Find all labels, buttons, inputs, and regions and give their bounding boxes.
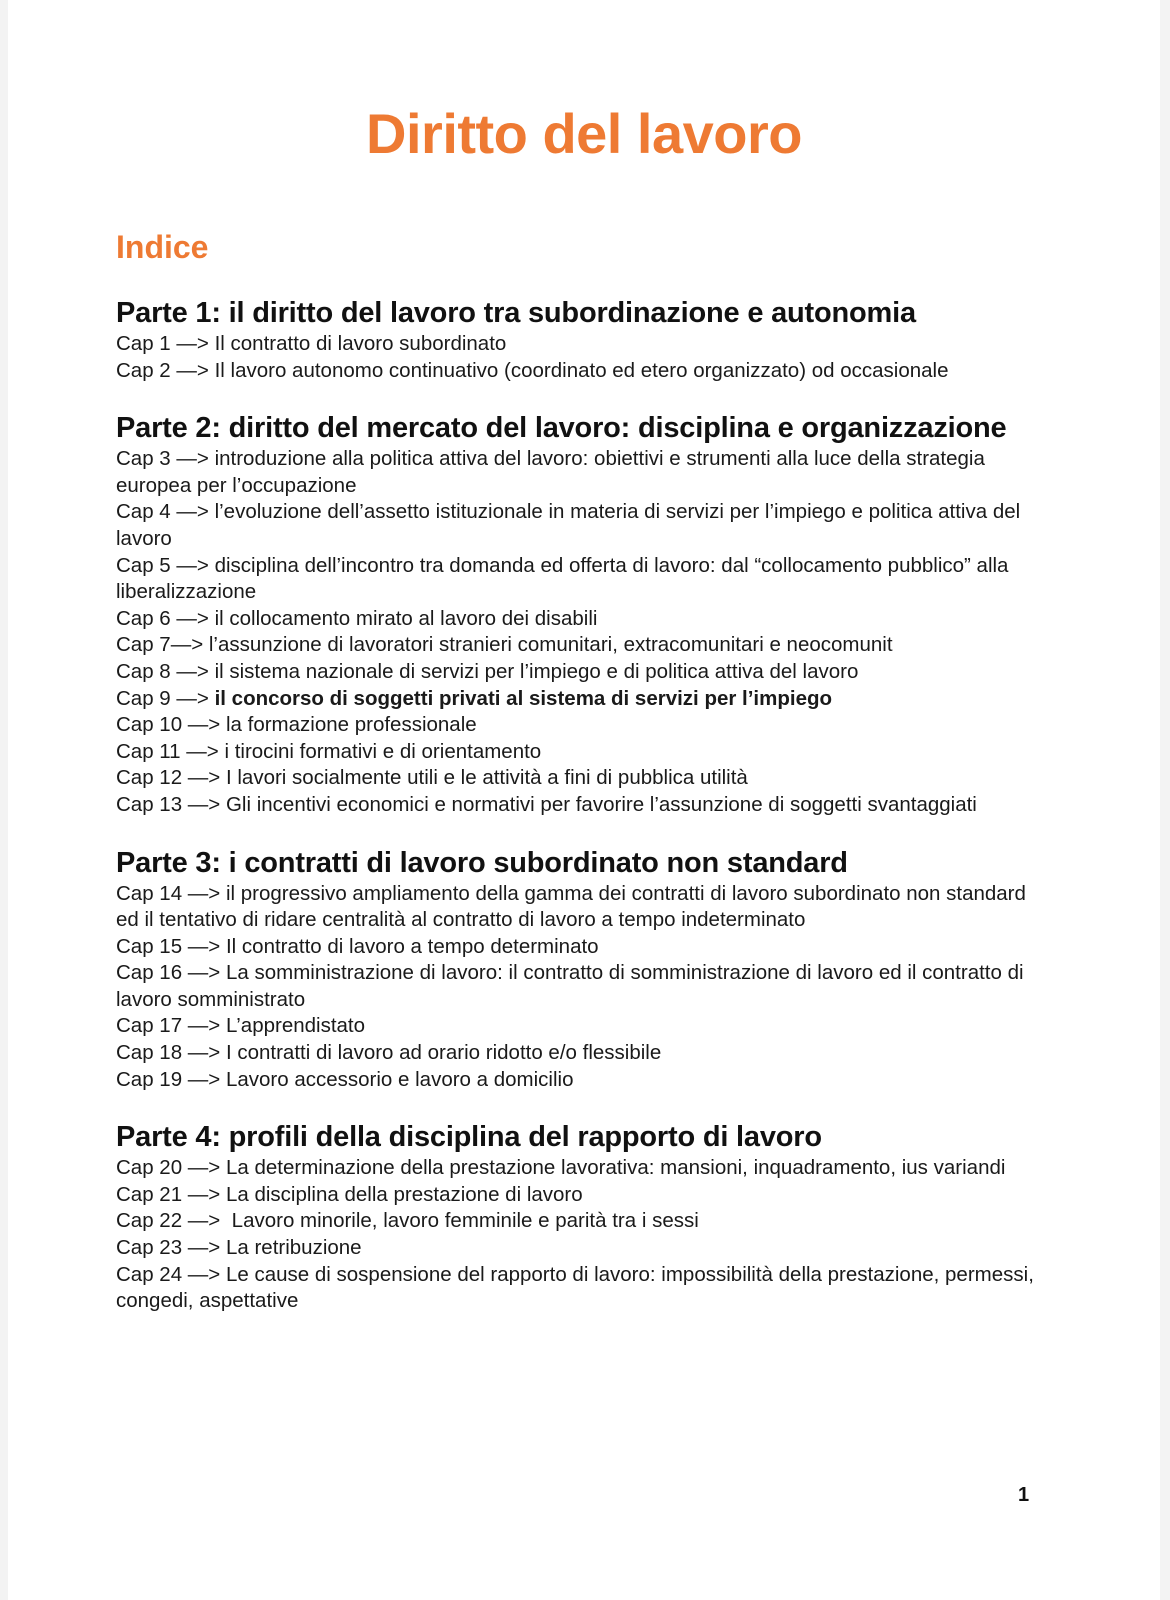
- chapter-entry: [116, 331, 1046, 358]
- chapter-text: Il contratto di lavoro subordinato: [214, 332, 507, 355]
- chapter-label: Cap 22 —>: [116, 1209, 226, 1233]
- chapter-entry: [116, 1040, 1046, 1067]
- part-3: [116, 846, 1046, 1094]
- part-1: [116, 296, 1046, 384]
- chapter-label: Cap 2 —>: [116, 358, 215, 382]
- chapter-label: Cap 3 —>: [116, 447, 215, 471]
- chapter-label: Cap 20 —>: [116, 1156, 226, 1180]
- chapter-entry: [116, 1208, 1046, 1235]
- chapter-entry-highlighted: [116, 686, 1046, 713]
- part-title: Parte 3: i contratti di lavoro subordinato non standard: [116, 846, 848, 879]
- chapter-text: Lavoro minorile, lavoro femminile e parità tra i sessi: [225, 1209, 699, 1233]
- chapter-text: La retribuzione: [225, 1236, 362, 1260]
- chapter-label: Cap 15 —>: [116, 934, 226, 958]
- chapter-text: La disciplina della prestazione di lavoro: [225, 1182, 583, 1206]
- chapter-text: disciplina dell’incontro tra domanda ed offerta di lavoro: dal “collocamento pubblico” alla liberalizzazione: [116, 553, 1009, 604]
- chapter-text: i tirocini formativi e di orientamento: [224, 739, 542, 763]
- part-title: Parte 4: profili della disciplina del rapporto di lavoro: [116, 1121, 822, 1154]
- chapter-text: La determinazione della prestazione lavorativa: mansioni, inquadramento, ius variandi: [225, 1156, 1006, 1180]
- chapter-entry: [116, 1235, 1046, 1262]
- chapter-text: l’evoluzione dell’assetto istituzionale in materia di servizi per l’impiego e politica attiva del lavoro: [116, 500, 1021, 550]
- chapter-entry: [116, 553, 1046, 606]
- chapter-entry: [116, 358, 1046, 385]
- chapter-label: Cap 7—>: [116, 633, 209, 657]
- chapter-entry: [116, 499, 1046, 552]
- chapter-entry: [116, 934, 1046, 961]
- chapter-label: Cap 12 —>: [116, 766, 226, 790]
- chapter-entry: [116, 960, 1046, 1013]
- chapter-label: Cap 8 —>: [116, 659, 215, 683]
- chapter-text: la formazione professionale: [225, 713, 477, 737]
- chapter-entry: [116, 1182, 1046, 1209]
- part-title: Parte 2: diritto del mercato del lavoro: disciplina e organizzazione: [116, 412, 1007, 445]
- chapter-label: Cap 5 —>: [116, 553, 215, 577]
- chapter-entry: [116, 792, 1046, 819]
- chapter-entry: [116, 881, 1046, 934]
- chapter-label: Cap 23 —>: [116, 1236, 226, 1260]
- chapter-label: Cap 1 —>: [116, 332, 215, 355]
- chapter-label: Cap 4 —>: [116, 500, 215, 524]
- chapter-entry: [116, 712, 1046, 739]
- chapter-entry: [116, 1013, 1046, 1040]
- part-2: [116, 411, 1046, 818]
- chapter-text: Il lavoro autonomo continuativo (coordinato ed etero organizzato) od occasionale: [214, 358, 949, 382]
- chapter-text: il collocamento mirato al lavoro dei disabili: [214, 606, 598, 630]
- part-4: [116, 1120, 1046, 1315]
- chapter-text: il sistema nazionale di servizi per l’impiego e di politica attiva del lavoro: [214, 659, 859, 683]
- chapter-text: I contratti di lavoro ad orario ridotto e/o flessibile: [225, 1041, 662, 1065]
- chapter-entry: [116, 739, 1046, 766]
- chapter-label: Cap 18 —>: [116, 1041, 226, 1065]
- chapter-entry: [116, 659, 1046, 686]
- chapter-text: Lavoro accessorio e lavoro a domicilio: [225, 1067, 574, 1091]
- chapter-label: Cap 11 —>: [116, 739, 225, 763]
- page-number: 1: [1018, 1484, 1030, 1506]
- chapter-text: I lavori socialmente utili e le attività a fini di pubblica utilità: [225, 766, 748, 790]
- chapter-label: Cap 13 —>: [116, 792, 226, 816]
- chapter-label: Cap 16 —>: [116, 961, 226, 985]
- chapter-text: L’apprendistato: [225, 1014, 366, 1038]
- chapter-entry: [116, 446, 1046, 499]
- table-of-contents: [116, 296, 1046, 1342]
- index-heading: Indice: [116, 229, 209, 265]
- chapter-entry: [116, 765, 1046, 792]
- chapter-label: Cap 10 —>: [116, 713, 226, 737]
- chapter-label: Cap 6 —>: [116, 606, 215, 630]
- document-title: Diritto del lavoro: [366, 102, 802, 165]
- part-title: Parte 1: il diritto del lavoro tra subordinazione e autonomia: [116, 297, 916, 329]
- chapter-entry: [116, 1067, 1046, 1094]
- chapter-entry: [116, 606, 1046, 633]
- chapter-label: Cap 17 —>: [116, 1014, 226, 1038]
- chapter-label: Cap 9 —>: [116, 686, 215, 710]
- chapter-text: La somministrazione di lavoro: il contratto di somministrazione di lavoro ed il contratto di lavoro somministrato: [116, 961, 1024, 1011]
- chapter-text: Il contratto di lavoro a tempo determinato: [225, 934, 599, 958]
- chapter-text: l’assunzione di lavoratori stranieri comunitari, extracomunitari e neocomunit: [208, 633, 893, 657]
- chapter-text: il concorso di soggetti privati al sistema di servizi per l’impiego: [214, 686, 833, 710]
- chapter-entry: [116, 632, 1046, 659]
- chapter-entry: [116, 1262, 1046, 1315]
- chapter-text: introduzione alla politica attiva del lavoro: obiettivi e strumenti alla luce della strategia europea per l’occupazione: [116, 447, 985, 497]
- chapter-text: Gli incentivi economici e normativi per favorire l’assunzione di soggetti svantaggiati: [225, 792, 977, 816]
- chapter-entry: [116, 1155, 1046, 1182]
- document-page: [8, 0, 1160, 1600]
- chapter-text: il progressivo ampliamento della gamma dei contratti di lavoro subordinato non standard ed il tentativo di ridare centralità al contratto di lavoro a tempo indeterminato: [116, 881, 1026, 932]
- chapter-text: Le cause di sospensione del rapporto di lavoro: impossibilità della prestazione, permessi, congedi, aspettative: [116, 1262, 1034, 1313]
- chapter-label: Cap 21 —>: [116, 1182, 226, 1206]
- chapter-label: Cap 24 —>: [116, 1262, 226, 1286]
- chapter-label: Cap 14 —>: [116, 881, 226, 905]
- chapter-label: Cap 19 —>: [116, 1067, 226, 1091]
